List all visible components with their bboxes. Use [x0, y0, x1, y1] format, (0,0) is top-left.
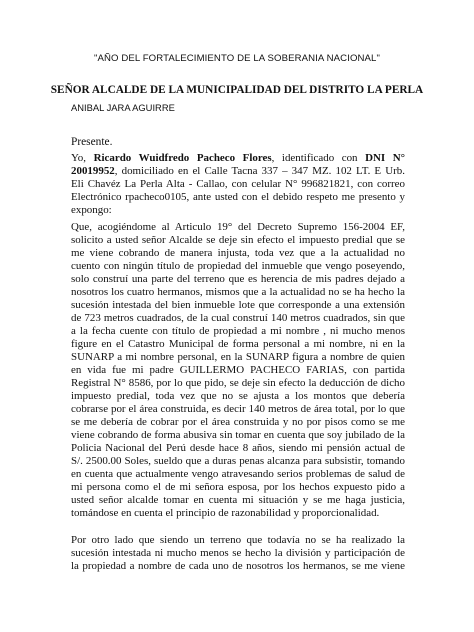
body-line: en vida fue mi padre GUILLERMO PACHECO FARIAS, con partida — [71, 364, 405, 377]
closing-line: sucesión intestada ni mucho menos se hecho la división y participación de — [71, 547, 405, 560]
body-line: cobrarse por el área construida, es decir 140 metros de área total, por lo que — [71, 403, 405, 416]
intro-line: Electrónico rpacheco0105, ante usted con el debido respeto me presento y — [71, 191, 405, 204]
addressee-title: SEÑOR ALCALDE DE LA MUNICIPALIDAD DEL DISTRITO LA PERLA — [50, 84, 424, 96]
body-line: viene cobrando de forma abusiva sin tomar en cuenta que soy jubilado de la — [71, 429, 405, 442]
closing-line: Por otro lado que siendo un terreno que todavía no se ha realizado la — [71, 534, 405, 546]
body-line: impuesto predial, toda vez que no se ajusta a los montos que debería — [71, 390, 405, 403]
body-line: de 723 metros cuadrados, de la cual construí 140 metros cuadrados, sin que — [71, 312, 405, 325]
body-line: solicito a usted señor Alcalde se deje sin efecto el impuesto predial que se — [71, 234, 405, 247]
body-line: sucesión intestada del bien inmueble lote que corresponde a una extensión — [71, 299, 405, 312]
body-line: Que, acogiéndome al Articulo 19° del Decreto Supremo 156-2004 EF, — [71, 221, 405, 233]
body-line: figure en el Catastro Municipal de forma personal a mi nombre, ni en la — [71, 338, 405, 351]
body-line: en cuenta que actualmente vengo atravesando serios problemas de salud de — [71, 468, 405, 481]
body-line: S/. 2500.00 Soles, sueldo que a duras penas alcanza para subsistir, tomando — [71, 455, 405, 468]
body-line: solo construí una parte del terreno que es herencia de mis padres dejado a — [71, 273, 405, 286]
intro-line — [71, 152, 405, 165]
body-line: mi persona como el de mi señora esposa, por los hechos expuesto pido a — [71, 481, 405, 494]
body-line: tomándose en cuenta el principio de razonabilidad y proporcionalidad. — [71, 507, 380, 520]
intro-text: , domiciliado en el Calle Tacna 337 – 347 MZ. 102 LT. E Urb. — [114, 165, 405, 178]
intro-line — [71, 165, 405, 178]
closing-line: la propiedad a nombre de cada uno de nosotros los hermanos, se me viene — [71, 560, 405, 573]
applicant-name: Ricardo Wuidfredo Pacheco Flores — [93, 152, 272, 164]
body-line: usted señor alcalde tomar en cuenta mi situación y se me haga justicia, — [71, 494, 405, 507]
body-line: SUNARP a mi nombre personal, en la SUNARP figura a nombre de quien — [71, 351, 405, 364]
year-motto: "AÑO DEL FORTALECIMIENTO DE LA SOBERANIA NACIONAL" — [93, 53, 380, 64]
intro-line: expongo: — [71, 204, 112, 217]
addressee-name: ANIBAL JARA AGUIRRE — [71, 102, 175, 113]
body-line: cuento con ningún título de propiedad del inmueble que vengo poseyendo, — [71, 260, 405, 273]
intro-paragraph — [71, 152, 405, 217]
body-line: nosotros los cuatro hermanos, mismos que a la actualidad no se ha hecho la — [71, 286, 405, 299]
body-line: me viene cobrando de manera injusta, toda vez que a la actualidad no — [71, 247, 405, 260]
body-line: Policia Nacional del Perú desde hace 8 años, siendo mi pensión actual de — [71, 442, 405, 455]
request-paragraph — [71, 221, 405, 520]
dni-number: 20019952 — [71, 165, 115, 178]
body-line: se me debería de cobrar por el área construida y no por pisos como se me — [71, 416, 405, 429]
closing-paragraph — [71, 534, 405, 573]
intro-text: , identificado con — [271, 152, 366, 164]
greeting: Presente. — [71, 136, 113, 148]
body-line: a la fecha cuente con título de propiedad a mi nombre , ni mucho menos — [71, 325, 405, 338]
dni-label: DNI N° — [365, 152, 405, 164]
body-line: Registral N° 8586, por lo que pido, se deje sin efecto la deducción de dicho — [71, 377, 405, 390]
intro-line: Eli Chavéz La Perla Alta - Callao, con celular N° 996821821, con correo — [71, 178, 405, 191]
intro-text: Yo, — [71, 152, 94, 164]
